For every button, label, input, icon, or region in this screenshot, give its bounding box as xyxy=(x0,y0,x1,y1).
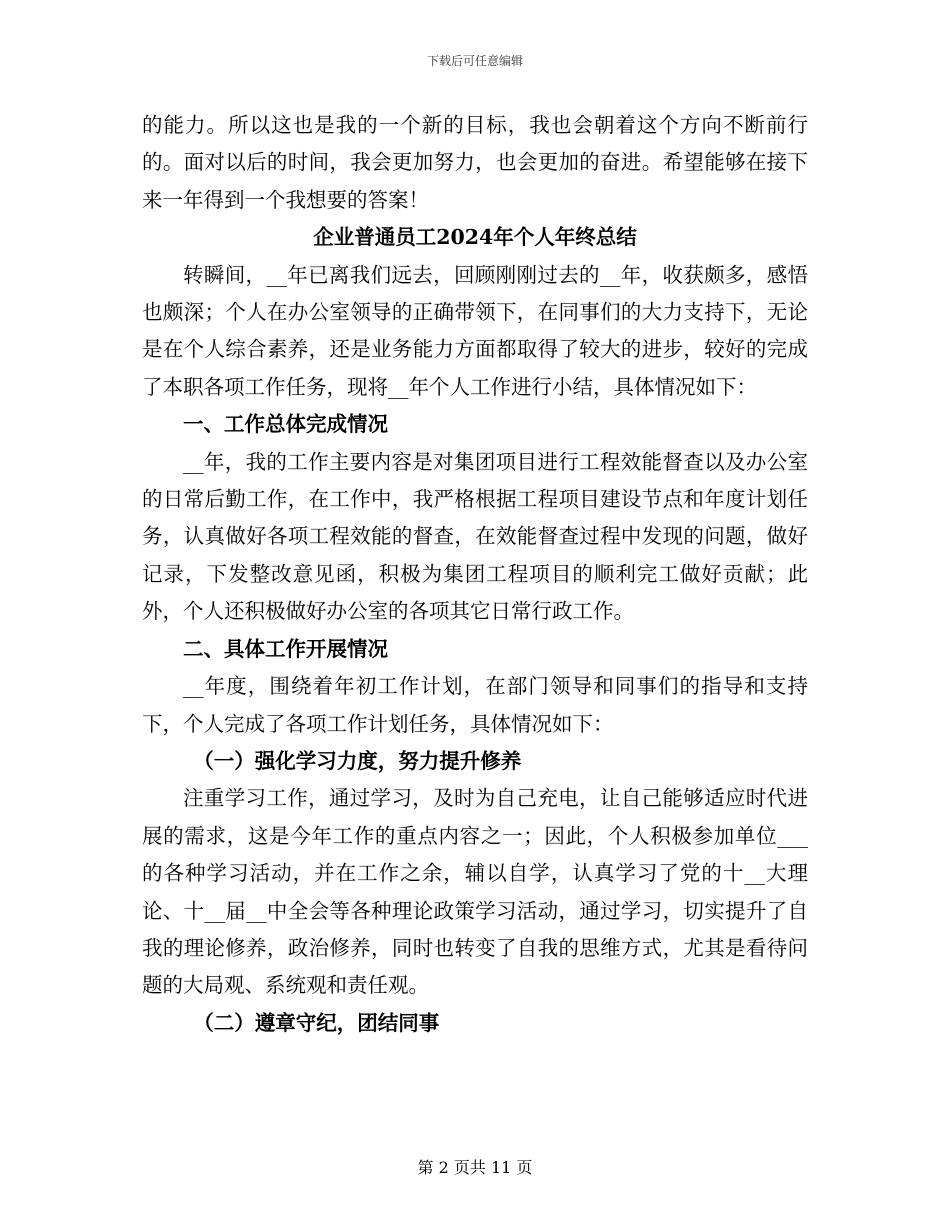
section-1-paragraph: __年，我的工作主要内容是对集团项目进行工程效能督查以及办公室的日常后勤工作，在工作中，我严格根据工程项目建设节点和年度计划任务，认真做好各项工程效能的督查，在效能督查过程中发现的问题，做好记录，下发整改意见函，积极为集团工程项目的顺利完工做好贡献；此外，个人还积极做好办公室的各项其它日常行政工作。 xyxy=(142,449,808,624)
subsection-1-heading: （一）强化学习力度，努力提升修养 xyxy=(193,748,522,773)
page-number: 第 2 页共 11 页 xyxy=(417,1158,533,1177)
document-body xyxy=(142,107,808,1042)
page-header: 下载后可任意编辑 xyxy=(426,54,523,68)
section-1-heading: 一、工作总体完成情况 xyxy=(183,412,388,437)
intro-paragraph: 的能力。所以这也是我的一个新的目标，我也会朝着这个方向不断前行的。面对以后的时间，我会更加努力，也会更加的奋进。希望能够在接下来一年得到一个我想要的答案！ xyxy=(142,113,808,212)
section-2-heading: 二、具体工作开展情况 xyxy=(183,636,388,661)
subsection-2-heading: （二）遵章守纪，团结同事 xyxy=(193,1010,440,1035)
document-title: 企业普通员工2024年个人年终总结 xyxy=(313,225,637,250)
opening-paragraph: 转瞬间，__年已离我们远去，回顾刚刚过去的__年，收获颇多，感悟也颇深；个人在办公室领导的正确带领下，在同事们的大力支持下，无论是在个人综合素养，还是业务能力方面都取得了较大的进步，较好的完成了本职各项工作任务，现将__年个人工作进行小结，具体情况如下： xyxy=(142,262,808,399)
subsection-1-paragraph: 注重学习工作，通过学习，及时为自己充电，让自己能够适应时代进展的需求，这是今年工作的重点内容之一；因此，个人积极参加单位___的各种学习活动，并在工作之余，辅以自学，认真学习了党的十__大理论、十__届__中全会等各种理论政策学习活动，通过学习，切实提升了自我的理论修养，政治修养，同时也转变了自我的思维方式，尤其是看待问题的大局观、系统观和责任观。 xyxy=(142,786,808,998)
section-2-paragraph: __年度，围绕着年初工作计划，在部门领导和同事们的指导和支持下，个人完成了各项工作计划任务，具体情况如下： xyxy=(142,674,808,736)
